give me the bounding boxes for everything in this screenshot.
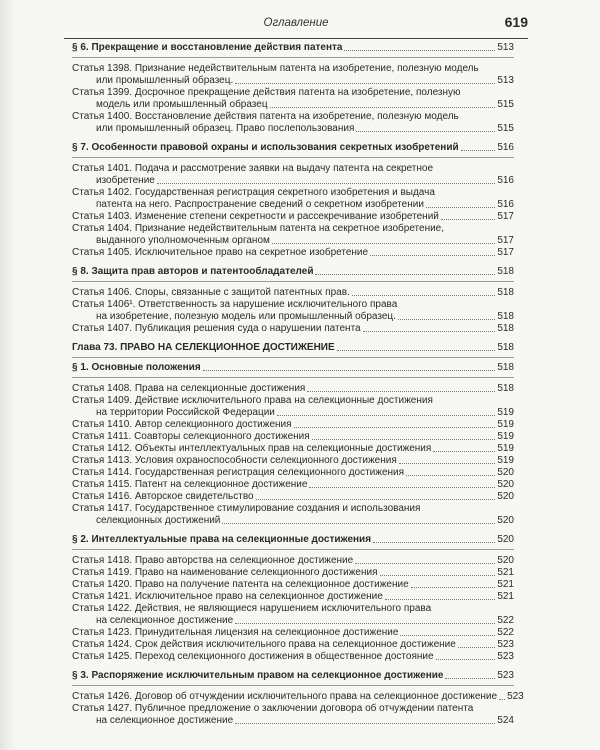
toc-entry[interactable]: Статья 1401. Подача и рассмотрение заявки на выдачу патента на секретное (72, 163, 434, 174)
toc-entry[interactable]: Статья 1409. Действие исключительного права на селекционные достижения (72, 395, 433, 406)
toc-section-heading[interactable]: § 1. Основные положения 518 (72, 362, 514, 373)
toc-entry-continuation[interactable]: выданного уполномоченным органом 517 (96, 235, 514, 246)
toc-entry-continuation[interactable]: на изобретение, полезную модель или промышленный образец. 518 (96, 311, 514, 322)
toc-entry[interactable]: Статья 1427. Публичное предложение о заключении договора об отчуждении патента (72, 703, 474, 714)
toc-chapter-heading[interactable]: Глава 73. ПРАВО НА СЕЛЕКЦИОННОЕ ДОСТИЖЕНИЕ 518 (72, 342, 514, 353)
toc-entry-continuation[interactable]: или промышленный образец. Право послепользования 515 (96, 123, 514, 134)
page-number: 619 (504, 14, 528, 30)
toc-entry[interactable]: Статья 1412. Объекты интеллектуальных прав на селекционные достижения 519 (72, 443, 514, 454)
toc-entry[interactable]: Статья 1411. Соавторы селекционного достижения 519 (72, 431, 514, 442)
toc-entry[interactable]: Статья 1406¹. Ответственность за нарушение исключительного права (72, 299, 398, 310)
toc-entry-continuation[interactable]: патента на него. Распространение сведений о секретном изобретении 516 (96, 199, 514, 210)
toc-entry[interactable]: Статья 1419. Право на наименование селекционного достижения 521 (72, 567, 514, 578)
toc-entry[interactable]: Статья 1399. Досрочное прекращение действия патента на изобретение, полезную (72, 87, 461, 98)
toc-entry[interactable]: Статья 1398. Признание недействительным патента на изобретение, полезную модель (72, 63, 479, 74)
toc-entry[interactable]: Статья 1416. Авторское свидетельство 520 (72, 491, 514, 502)
toc-entry-continuation[interactable]: модель или промышленный образец 515 (96, 99, 514, 110)
toc-entry[interactable]: Статья 1425. Переход селекционного достижения в общественное достояние 523 (72, 651, 514, 662)
toc-entry-continuation[interactable]: или промышленный образец. 513 (96, 75, 514, 86)
toc-entry[interactable]: Статья 1406. Споры, связанные с защитой патентных прав. 518 (72, 287, 514, 298)
toc-entry-continuation[interactable]: на селекционное достижение 524 (96, 715, 514, 726)
toc-entry-continuation[interactable]: на территории Российской Федерации 519 (96, 407, 514, 418)
toc-entry[interactable]: Статья 1417. Государственное стимулирование создания и использования (72, 503, 421, 514)
toc-entry[interactable]: Статья 1426. Договор об отчуждении исключительного права на селекционное достижение 523 (72, 691, 524, 702)
toc-entry[interactable]: Статья 1404. Признание недействительным патента на секретное изобретение, (72, 223, 445, 234)
toc-section-heading[interactable]: § 6. Прекращение и восстановление действия патента 513 (72, 42, 514, 53)
toc-entry-continuation[interactable]: изобретение 516 (96, 175, 514, 186)
toc-entry[interactable]: Статья 1424. Срок действия исключительного права на селекционное достижение 523 (72, 639, 514, 650)
table-of-contents (72, 42, 524, 727)
toc-entry[interactable]: Статья 1418. Право авторства на селекционное достижение 520 (72, 555, 514, 566)
toc-entry[interactable]: Статья 1422. Действия, не являющиеся нарушением исключительного права (72, 603, 432, 614)
toc-section-heading[interactable]: § 3. Распоряжение исключительным правом на селекционное достижение 523 (72, 670, 514, 681)
toc-entry[interactable]: Статья 1407. Публикация решения суда о нарушении патента 518 (72, 323, 514, 334)
toc-entry[interactable]: Статья 1421. Исключительное право на селекционное достижение 521 (72, 591, 514, 602)
toc-entry[interactable]: Статья 1400. Восстановление действия патента на изобретение, полезную модель (72, 111, 459, 122)
toc-entry-continuation[interactable]: селекционных достижений 520 (96, 515, 514, 526)
toc-entry[interactable]: Статья 1423. Принудительная лицензия на селекционное достижение 522 (72, 627, 514, 638)
toc-section-heading[interactable]: § 2. Интеллектуальные права на селекционные достижения 520 (72, 534, 514, 545)
toc-entry[interactable]: Статья 1403. Изменение степени секретности и рассекречивание изобретений 517 (72, 211, 514, 222)
toc-entry[interactable]: Статья 1415. Патент на селекционное достижение 520 (72, 479, 514, 490)
toc-entry[interactable]: Статья 1405. Исключительное право на секретное изобретение 517 (72, 247, 514, 258)
toc-entry[interactable]: Статья 1413. Условия охраноспособности селекционного достижения 519 (72, 455, 514, 466)
toc-entry[interactable]: Статья 1402. Государственная регистрация секретного изобретения и выдача (72, 187, 435, 198)
toc-entry[interactable]: Статья 1420. Право на получение патента на селекционное достижение 521 (72, 579, 514, 590)
toc-section-heading[interactable]: § 7. Особенности правовой охраны и использования секретных изобретений 516 (72, 142, 514, 153)
section-divider (72, 357, 514, 358)
page-gutter-shadow (0, 0, 16, 750)
running-header-title: Оглавление (263, 17, 329, 29)
toc-entry-continuation[interactable]: на селекционное достижение 522 (96, 615, 514, 626)
toc-entry[interactable]: Статья 1414. Государственная регистрация селекционного достижения 520 (72, 467, 514, 478)
running-header (64, 14, 528, 39)
toc-section-heading[interactable]: § 8. Защита прав авторов и патентообладателей 518 (72, 266, 514, 277)
toc-entry[interactable]: Статья 1408. Права на селекционные достижения 518 (72, 383, 514, 394)
toc-entry[interactable]: Статья 1410. Автор селекционного достижения 519 (72, 419, 514, 430)
